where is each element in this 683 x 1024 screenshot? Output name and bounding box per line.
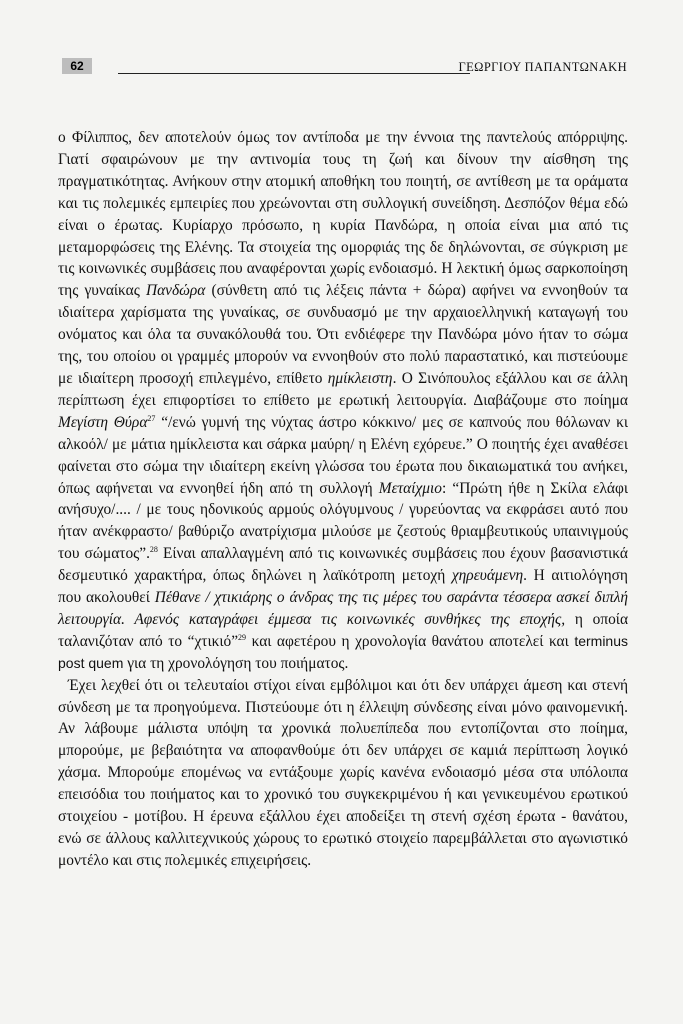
footnote-marker: 27 xyxy=(147,413,156,423)
italic-run: ημίκλειστη xyxy=(327,369,393,387)
paragraph-1 xyxy=(58,127,628,675)
text-run: . Η αιτιολόγηση που ακολουθεί xyxy=(58,567,628,607)
italic-run: χηρευάμενη xyxy=(451,567,524,585)
text-run: “/ενώ γυμνή της νύχτας άστρο κόκκινο/ μες σε καπνούς που θόλωναν κι αλκοόλ/ με μάτια ημίκλειστα και σάρκα μαύρη/ η Ελένη εχόρευε.” Ο ποιητής έχει αναθέσει φαίνεται στο σώμα την ιδιαίτερη εκείνη γλώσσα του έρωτα που δικαιωματικά του ανήκει, όπως αφήνεται να εννοηθεί ήδη από τη συλλογή xyxy=(58,413,628,497)
paragraph-2: Έχει λεχθεί ότι οι τελευταίοι στίχοι είναι εμβόλιμοι και ότι δεν υπάρχει άμεση και στενή σύνδεση με τα προηγούμενα. Πιστεύουμε ότι η έλλειψη σύνδεσης είναι μόνο φαινομενική. Αν λάβουμε μάλιστα υπόψη τα χρονικά πολυεπίπεδα που εντοπίζονται στο ποίημα, μπορούμε, με βεβαιότητα να αποφανθούμε ότι δεν υπάρχει σε καμιά περίπτωση λογικό χάσμα. Μπορούμε επομένως να εντάξουμε χωρίς κανένα ενδοιασμό μέσα στα υπόλοιπα επεισόδια του ποιήματος και το χρονικό του συγκεκριμένου ή και γενικευμένου ερωτικού στοιχείου - μοτίβου. Η έρευνα εξάλλου έχει αποδείξει τη στενή σχέση έρωτα - θανάτου, ενώ σε άλλους καλλιτεχνικούς χώρους το ερωτικό στοιχείο παρεμβάλλεται στο αγωνιστικό μοντέλο και στις πολεμικές επιχειρήσεις. xyxy=(58,676,628,869)
text-run: Είναι απαλλαγμένη από τις κοινωνικές συμβάσεις που έχουν βασανιστικά δεσμευτικό χαρακτήρα, όπως δηλώνει η λαϊκότροπη μετοχή xyxy=(58,545,628,585)
text-run: (σύνθετη από τις λέξεις πάντα + δώρα) αφήνει να εννοηθούν τα ιδιαίτερα χαρίσματα της γυναίκας, σε συνδυασμό με την αρχαιοελληνική καταγωγή του ονόματος και όλα τα συνακόλουθά του. Ότι ενδιέφερε την Πανδώρα μόνο ήταν το σώμα της, του οποίου οι γραμμές μπορούν να εννοηθούν στο πολύ παραστατικό, και πιστεύουμε με ιδιαίτερη προσοχή επιλεγμένο, επίθετο xyxy=(58,282,628,387)
body-text xyxy=(58,127,628,872)
text-run: ο Φίλιππος, δεν αποτελούν όμως τον αντίποδα με την έννοια της παντελούς απόρριψης. Γιατί σφαιρώνουν με την αντινομία τους τη ζωή και δίνουν την αίσθηση της πραγματικότητας. Ανήκουν στην ατομική αποθήκη του ποιητή, σε αντίθεση με τα οράματα και τις πολεμικές εμπειρίες που χρεώνονται στη συλλογική συνείδηση. Δεσπόζον θέμα εδώ είναι ο έρωτας. Κυρίαρχο πρόσωπο, η κυρία Πανδώρα, η οποία είναι μια από τις μεταμορφώσεις της Ελένης. Τα στοιχεία της ομορφιάς της δε δηλώνονται, σε σύγκριση με τις κοινωνικές συμβάσεις που αναφέρονται χωρίς ενδοιασμό. Η λεκτική όμως σαρκοποίηση της γυναίκας xyxy=(58,129,628,300)
text-run: και αφετέρου η χρονολογία θανάτου αποτελεί και xyxy=(246,632,575,650)
footnote-marker: 28 xyxy=(149,545,158,555)
latin-term: terminus post quem xyxy=(58,632,628,671)
text-run: : “Πρώτη ήθε η Σκίλα ελάφι ανήσυχο/.... / με τους ηδονικούς αρμούς ολόγυμνους / γυρεύοντας να εκφράσει αυτό που ήταν ανέκφραστο/ βαθύριζο ανατρίχισμα μιλούσε με ζεστούς θριαμβευτικούς υπαινιγμούς του σώματος”. xyxy=(58,479,628,563)
text-run: . Ο Σινόπουλος εξάλλου και σε άλλη περίπτωση έχει επιφορτίσει το επίθετο με ερωτική λειτουργία. Διαβάζουμε στο ποίημα xyxy=(58,369,628,409)
page-number: 62 xyxy=(62,58,92,74)
italic-run: Πανδώρα xyxy=(145,282,206,300)
italic-run: Πέθανε / χτικιάρης ο άνδρας της τις μέρες του σαράντα τέσσερα ασκεί διπλή λειτουργία. Αφενός καταγράφει έμμεσα τις κοινωνικές συνθήκες της εποχής, xyxy=(58,589,628,628)
text-run: για τη χρονολόγηση του ποιήματος. xyxy=(123,654,349,672)
italic-run: Μεταίχμιο xyxy=(378,479,442,497)
running-title: ΓΕΩΡΓΙΟΥ ΠΑΠΑΝΤΩΝΑΚΗ xyxy=(458,60,627,74)
header-rule xyxy=(118,73,470,74)
text-run: η οποία ταλανιζόταν από το “χτικιό” xyxy=(58,610,629,650)
italic-run: Μεγίστη Θύρα xyxy=(58,413,148,431)
footnote-marker: 29 xyxy=(238,632,247,642)
